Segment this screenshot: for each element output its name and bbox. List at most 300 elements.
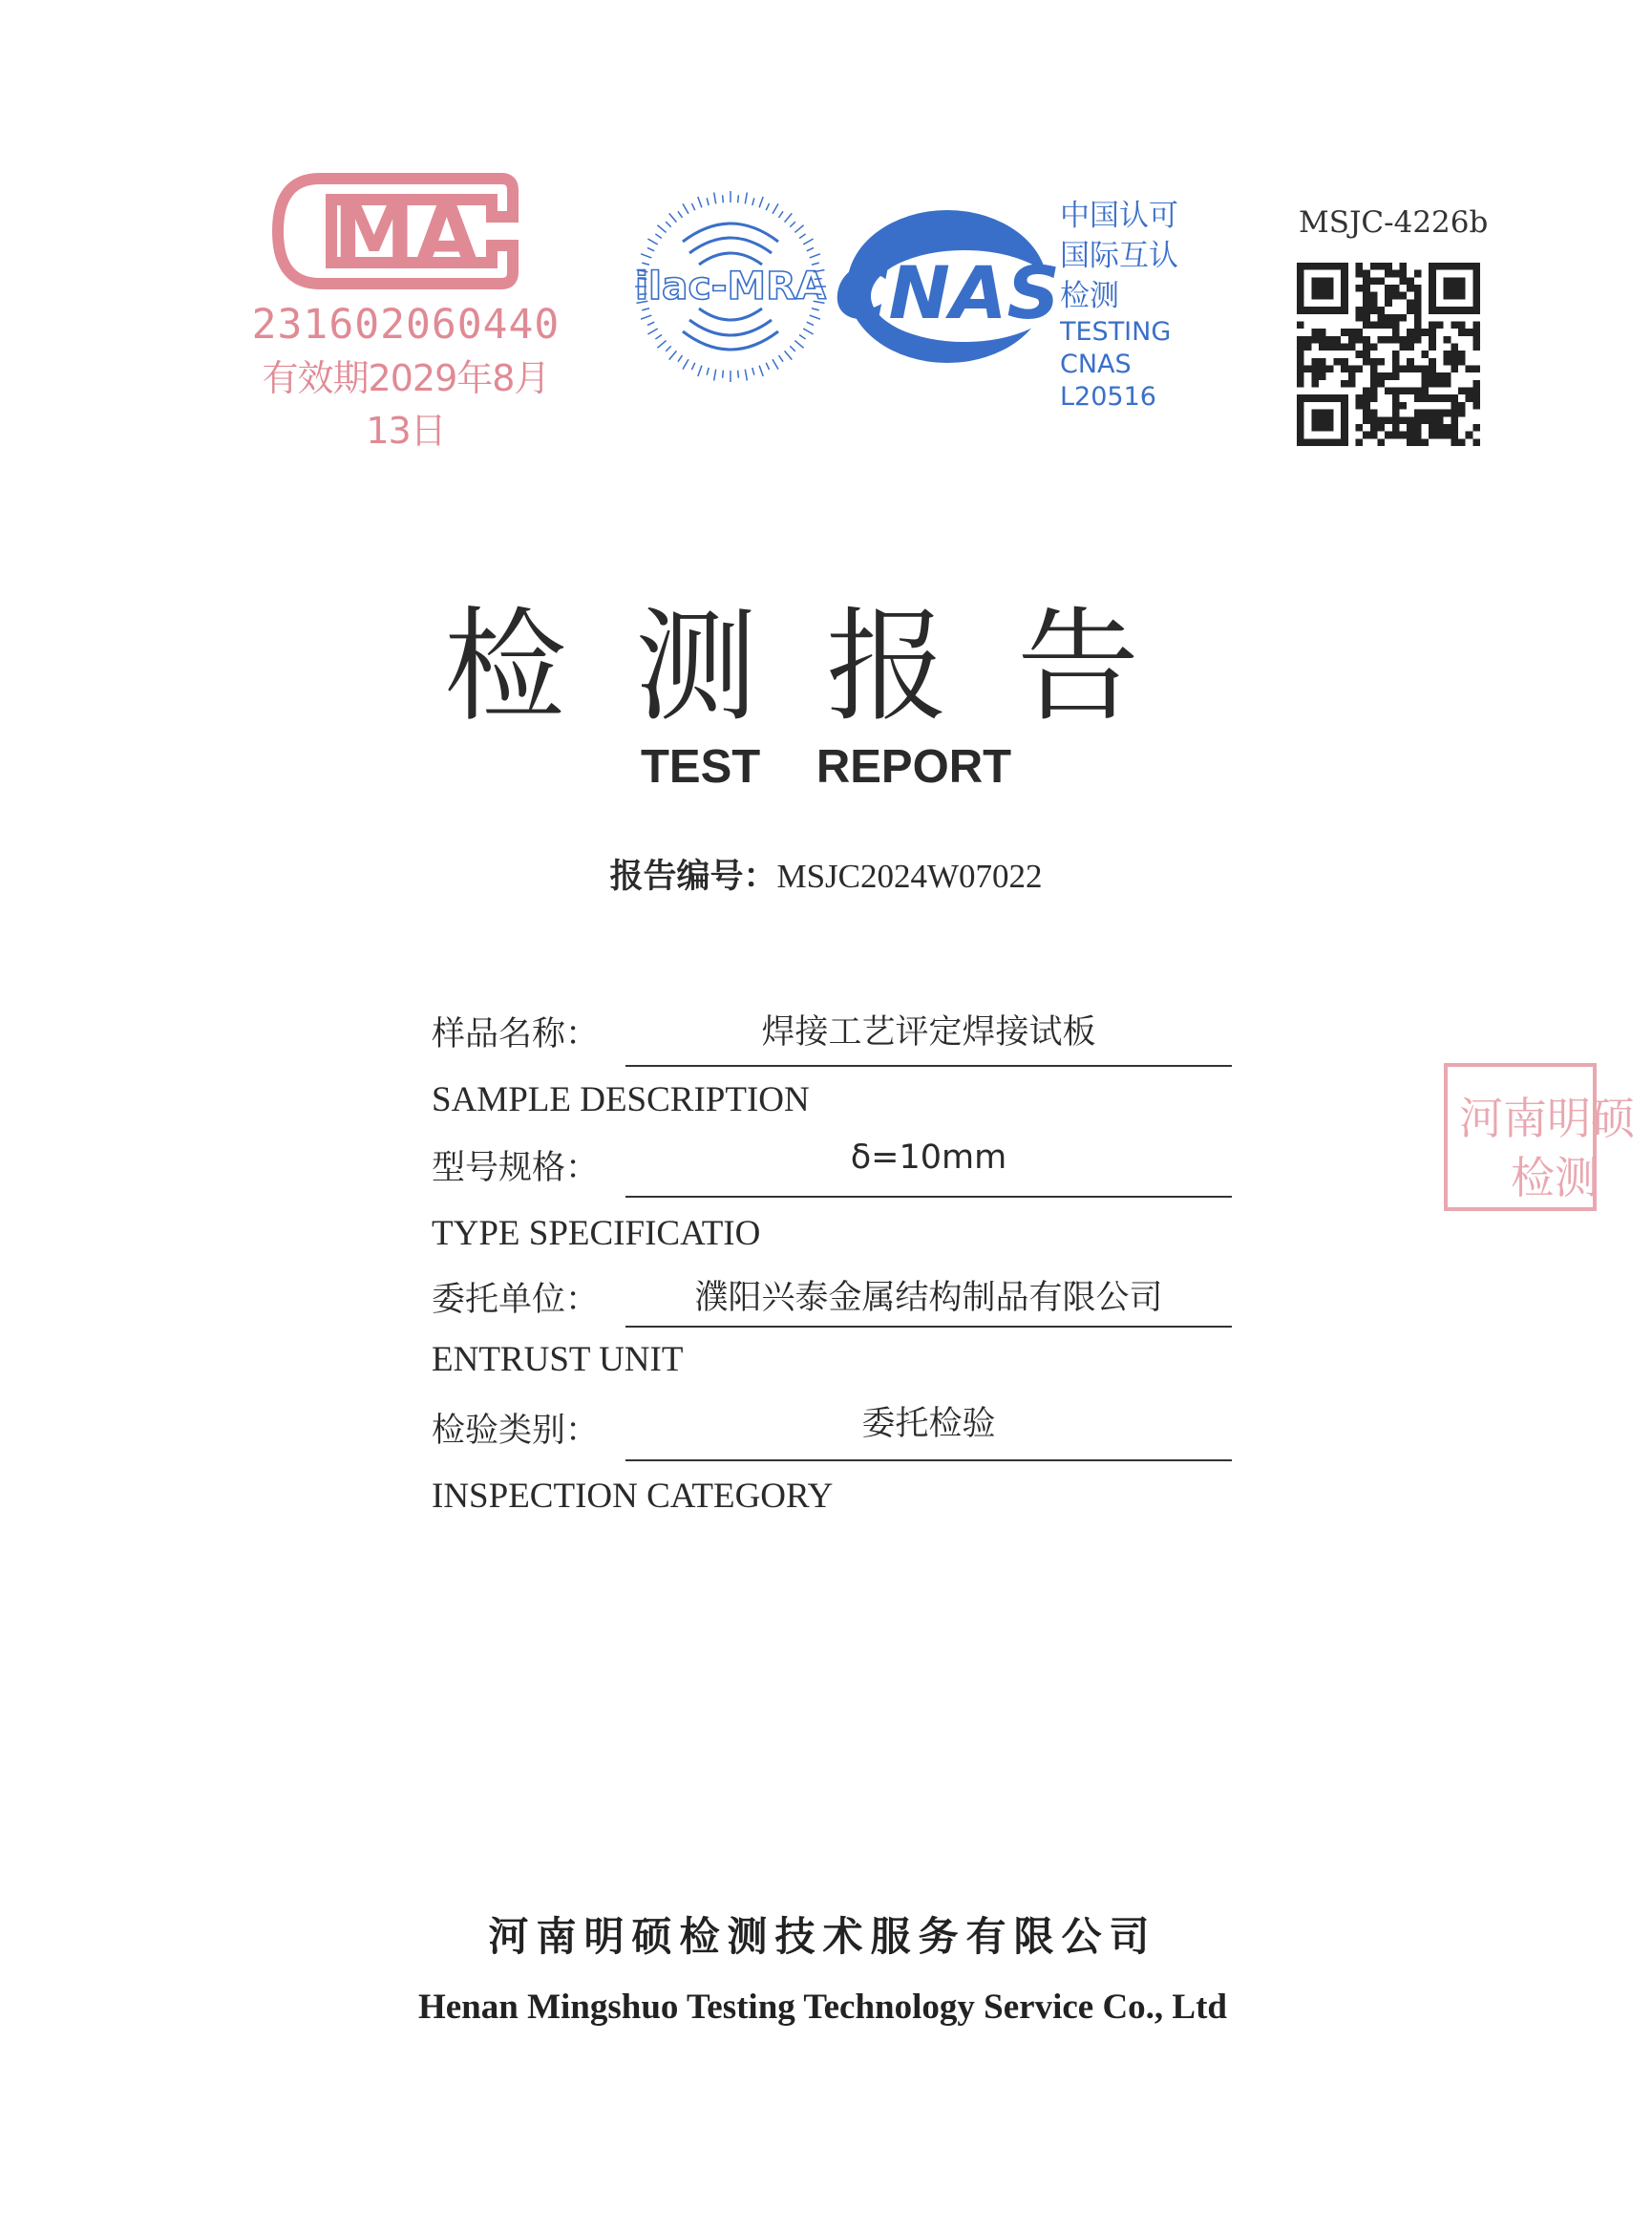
qr-module [1377, 358, 1385, 366]
ilac-tick [723, 195, 724, 202]
qr-module [1363, 351, 1370, 358]
qr-module [1407, 336, 1414, 344]
qr-module [1444, 263, 1451, 270]
qr-module [1458, 402, 1466, 410]
qr-module [1429, 410, 1436, 417]
qr-module [1414, 388, 1422, 395]
qr-module [1363, 394, 1370, 402]
qr-module [1319, 329, 1326, 336]
qr-module [1370, 380, 1378, 388]
qr-module [1341, 307, 1348, 314]
qr-module [1400, 432, 1408, 439]
ilac-tick [647, 322, 654, 325]
seal-text-line1: 河南明硕 [1459, 1093, 1635, 1144]
qr-module [1472, 336, 1480, 344]
qr-module [1429, 292, 1436, 300]
qr-module [1319, 358, 1326, 366]
qr-module [1400, 336, 1408, 344]
qr-module [1377, 438, 1385, 446]
qr-module [1385, 336, 1392, 344]
ilac-tick [698, 197, 702, 207]
qr-module [1444, 285, 1451, 292]
qr-module [1355, 263, 1363, 270]
qr-module [1363, 358, 1370, 366]
ilac-tick [785, 351, 793, 359]
qr-module [1414, 321, 1422, 329]
field-value: δ=10mm [850, 1138, 1007, 1177]
qr-module [1429, 263, 1436, 270]
qr-module [1304, 307, 1312, 314]
qr-module [1363, 343, 1370, 351]
qr-module [1385, 372, 1392, 380]
field-label-cn: 委托单位： [432, 1281, 600, 1319]
qr-module [1326, 285, 1334, 292]
qr-module [1392, 394, 1400, 402]
qr-module [1414, 270, 1422, 278]
qr-module [1363, 314, 1370, 322]
qr-module [1333, 438, 1341, 446]
qr-module [1363, 388, 1370, 395]
report-title-cn: 检测报告 [443, 596, 1208, 738]
qr-module [1385, 270, 1392, 278]
qr-module [1414, 292, 1422, 300]
ilac-tick [678, 355, 683, 362]
qr-module [1458, 410, 1466, 417]
qr-module [1444, 380, 1451, 388]
qr-module [1326, 292, 1334, 300]
ilac-tick [752, 368, 754, 375]
qr-module [1319, 263, 1326, 270]
qr-module [1429, 366, 1436, 373]
field-label-en: TYPE SPECIFICATIO [432, 1214, 761, 1253]
cnas-caption-line: 中国认可 [1060, 199, 1178, 233]
qr-module [1436, 410, 1444, 417]
ilac-tick [666, 346, 671, 351]
qr-module [1414, 336, 1422, 344]
qr-module [1297, 432, 1304, 439]
qr-module [1333, 263, 1341, 270]
seal-text-line2: 检测 [1511, 1152, 1599, 1203]
qr-module [1341, 277, 1348, 285]
qr-module [1326, 410, 1334, 417]
qr-module [1451, 351, 1458, 358]
qr-module [1385, 321, 1392, 329]
qr-module [1355, 314, 1363, 322]
qr-module [1377, 307, 1385, 314]
qr-module [1341, 292, 1348, 300]
qr-module [1363, 432, 1370, 439]
ilac-tick [707, 368, 709, 375]
qr-module [1466, 432, 1473, 439]
qr-module [1377, 263, 1385, 270]
qr-module [1370, 292, 1378, 300]
qr-module [1444, 336, 1451, 344]
qr-module [1319, 438, 1326, 446]
qr-module [1319, 366, 1326, 373]
qr-module [1311, 336, 1319, 344]
ilac-tick [790, 222, 795, 227]
cma-logo-icon [263, 167, 549, 296]
qr-module [1333, 358, 1341, 366]
qr-module [1326, 438, 1334, 446]
qr-module [1429, 416, 1436, 424]
qr-module [1444, 351, 1451, 358]
qr-module [1414, 285, 1422, 292]
qr-module [1392, 270, 1400, 278]
cnas-caption-line: 国际互认 [1060, 239, 1178, 273]
cnas-cert-no: CNAS L20516 [1060, 350, 1156, 412]
qr-module [1341, 416, 1348, 424]
qr-module [1458, 307, 1466, 314]
qr-module [1297, 285, 1304, 292]
qr-module [1355, 270, 1363, 278]
qr-module [1385, 292, 1392, 300]
qr-module [1341, 394, 1348, 402]
cnas-caption-line: 检测 [1060, 279, 1119, 313]
qr-module [1444, 394, 1451, 402]
field-underline [625, 1326, 1232, 1328]
qr-module [1377, 277, 1385, 285]
qr-module [1458, 351, 1466, 358]
qr-module [1333, 336, 1341, 344]
qr-module [1304, 343, 1312, 351]
qr-module [1311, 329, 1319, 336]
qr-module [1363, 410, 1370, 417]
qr-module [1400, 402, 1408, 410]
qr-module [1363, 336, 1370, 344]
field-value: 濮阳兴泰金属结构制品有限公司 [694, 1279, 1163, 1317]
qr-module [1297, 380, 1304, 388]
qr-module [1392, 358, 1400, 366]
qr-module [1436, 432, 1444, 439]
qr-module [1304, 394, 1312, 402]
qr-module [1392, 285, 1400, 292]
ilac-tick [714, 370, 716, 381]
qr-module [1363, 292, 1370, 300]
qr-module [1319, 336, 1326, 344]
qr-module [1377, 380, 1385, 388]
qr-module [1392, 321, 1400, 329]
qr-module [1297, 263, 1304, 270]
qr-module [1472, 424, 1480, 432]
qr-module [1451, 438, 1458, 446]
qr-module [1297, 270, 1304, 278]
qr-module [1297, 416, 1304, 424]
field-label-cn: 检验类别： [432, 1412, 600, 1450]
qr-module [1472, 307, 1480, 314]
ilac-tick [691, 363, 694, 370]
field-underline [625, 1196, 1232, 1198]
qr-module [1311, 424, 1319, 432]
qr-module [1472, 277, 1480, 285]
qr-module [1429, 299, 1436, 307]
qr-module [1400, 270, 1408, 278]
qr-module [1385, 432, 1392, 439]
qr-module [1370, 432, 1378, 439]
qr-module [1451, 343, 1458, 351]
ilac-tick [745, 193, 747, 204]
qr-module [1444, 277, 1451, 285]
qr-module [1429, 358, 1436, 366]
ilac-tick [698, 366, 702, 376]
ilac-mra-icon [630, 186, 831, 387]
qr-module [1436, 380, 1444, 388]
qr-module [1392, 424, 1400, 432]
qr-module [1466, 394, 1473, 402]
company-name-cn: 河南明硕检测技术服务有限公司 [488, 1913, 1157, 1960]
qr-module [1297, 372, 1304, 380]
qr-module [1355, 438, 1363, 446]
qr-module [1311, 438, 1319, 446]
qr-module [1333, 394, 1341, 402]
ilac-tick [785, 213, 793, 222]
qr-module [1355, 336, 1363, 344]
qr-module [1370, 372, 1378, 380]
qr-module [1451, 416, 1458, 424]
qr-module [1377, 314, 1385, 322]
qr-module [1422, 388, 1430, 395]
ilac-tick [669, 213, 677, 222]
qr-module [1429, 277, 1436, 285]
qr-module [1400, 277, 1408, 285]
qr-module [1377, 336, 1385, 344]
ilac-tick [778, 211, 783, 218]
qr-module [1363, 285, 1370, 292]
qr-module [1355, 366, 1363, 373]
qr-module [1472, 366, 1480, 373]
qr-module [1348, 372, 1356, 380]
qr-module [1444, 307, 1451, 314]
cnas-caption [1060, 196, 1222, 414]
ilac-tick [714, 193, 716, 204]
qr-module [1422, 329, 1430, 336]
qr-module [1377, 416, 1385, 424]
qr-module [1311, 394, 1319, 402]
qr-module [1370, 307, 1378, 314]
qr-module [1392, 366, 1400, 373]
qr-module [1472, 270, 1480, 278]
qr-module [1422, 351, 1430, 358]
qr-module [1458, 358, 1466, 366]
qr-module [1451, 292, 1458, 300]
qr-module [1311, 372, 1319, 380]
qr-module [1472, 299, 1480, 307]
qr-module [1341, 402, 1348, 410]
ilac-tick [759, 197, 763, 207]
qr-module [1348, 329, 1356, 336]
ilac-mra-logo [630, 186, 831, 391]
qr-module [1436, 321, 1444, 329]
qr-module [1451, 263, 1458, 270]
qr-module [1444, 372, 1451, 380]
qr-module [1341, 343, 1348, 351]
qr-module [1451, 285, 1458, 292]
qr-module [1407, 299, 1414, 307]
ilac-tick [669, 351, 677, 359]
ilac-tick [657, 341, 666, 349]
qr-module [1341, 263, 1348, 270]
report-number-value: MSJC2024W07022 [776, 858, 1043, 895]
field-value: 委托检验 [861, 1405, 996, 1443]
qr-module [1311, 380, 1319, 388]
qr-module [1407, 343, 1414, 351]
qr-module [1429, 343, 1436, 351]
qr-module [1429, 432, 1436, 439]
qr-module [1414, 416, 1422, 424]
qr-module [1311, 366, 1319, 373]
qr-module [1311, 416, 1319, 424]
qr-module [1458, 321, 1466, 329]
qr-module [1326, 394, 1334, 402]
qr-module [1326, 343, 1334, 351]
ilac-tick [745, 370, 747, 381]
qr-module [1407, 438, 1414, 446]
qr-module [1451, 358, 1458, 366]
qr-module [1341, 424, 1348, 432]
qr-module [1370, 343, 1378, 351]
ilac-tick [655, 334, 662, 339]
ilac-tick [647, 239, 657, 245]
field-label-cn: 型号规格： [432, 1149, 600, 1187]
qr-module [1458, 438, 1466, 446]
qr-module [1451, 321, 1458, 329]
qr-module [1407, 416, 1414, 424]
qr-module [1333, 307, 1341, 314]
qr-module [1319, 424, 1326, 432]
qr-module [1458, 292, 1466, 300]
qr-module [1363, 307, 1370, 314]
qr-module [1407, 424, 1414, 432]
qr-module [1370, 321, 1378, 329]
cma-number: 231602060440 [251, 301, 561, 349]
company-seal-stamp [1444, 1063, 1635, 1211]
qr-module [1458, 263, 1466, 270]
report-number [0, 850, 1652, 898]
qr-module [1319, 343, 1326, 351]
qr-module [1326, 336, 1334, 344]
qr-module [1304, 438, 1312, 446]
qr-module [1458, 277, 1466, 285]
qr-module [1341, 438, 1348, 446]
qr-module [1444, 424, 1451, 432]
qr-module [1385, 299, 1392, 307]
cma-seal [244, 167, 568, 452]
qr-module [1400, 343, 1408, 351]
qr-module [1370, 366, 1378, 373]
qr-module [1472, 402, 1480, 410]
qr-module [1422, 394, 1430, 402]
qr-module [1326, 366, 1334, 373]
qr-module [1370, 277, 1378, 285]
qr-module [1319, 285, 1326, 292]
qr-module [1304, 366, 1312, 373]
qr-module [1297, 366, 1304, 373]
qr-module [1311, 292, 1319, 300]
qr-module [1326, 277, 1334, 285]
qr-module [1458, 329, 1466, 336]
qr-module [1407, 432, 1414, 439]
qr-module [1311, 277, 1319, 285]
cnas-logo [831, 205, 1065, 372]
company-name-en: Henan Mingshuo Testing Technology Service Co., Ltd [417, 1988, 1228, 2027]
qr-module [1436, 394, 1444, 402]
qr-module [1422, 372, 1430, 380]
qr-module [1319, 416, 1326, 424]
qr-module [1429, 321, 1436, 329]
qr-module [1436, 372, 1444, 380]
qr-module [1355, 307, 1363, 314]
qr-module [1444, 358, 1451, 366]
qr-module [1341, 358, 1348, 366]
qr-module [1326, 416, 1334, 424]
qr-module [1400, 292, 1408, 300]
qr-module [1436, 263, 1444, 270]
qr-module [1429, 336, 1436, 344]
qr-module [1311, 410, 1319, 417]
ilac-tick [794, 225, 803, 233]
field-underline [625, 1065, 1232, 1067]
qr-module [1472, 263, 1480, 270]
qr-module [1385, 314, 1392, 322]
qr-module [1392, 292, 1400, 300]
qr-module [1444, 432, 1451, 439]
qr-module [1466, 307, 1473, 314]
ilac-tick [810, 254, 820, 258]
qr-module [1385, 388, 1392, 395]
qr-module [1472, 388, 1480, 395]
qr-module [1429, 372, 1436, 380]
ilac-tick [803, 239, 813, 245]
qr-module [1319, 307, 1326, 314]
qr-module [1429, 329, 1436, 336]
qr-module [1451, 394, 1458, 402]
qr-module [1400, 366, 1408, 373]
qr-module [1436, 416, 1444, 424]
ilac-tick [683, 359, 688, 369]
ilac-tick [641, 315, 651, 319]
qr-module [1311, 285, 1319, 292]
qr-module [1319, 277, 1326, 285]
qr-module [1422, 410, 1430, 417]
qr-module [1304, 263, 1312, 270]
ilac-tick [738, 195, 739, 202]
ilac-tick [807, 322, 814, 325]
qr-module [1392, 416, 1400, 424]
qr-module [1304, 336, 1312, 344]
qr-module [1333, 343, 1341, 351]
qr-module [1385, 263, 1392, 270]
qr-module [1436, 424, 1444, 432]
qr-module [1326, 263, 1334, 270]
qr-module [1355, 351, 1363, 358]
ilac-tick [642, 308, 649, 310]
ilac-tick [647, 247, 654, 250]
qr-module [1472, 394, 1480, 402]
qr-module [1341, 432, 1348, 439]
qr-module [1370, 388, 1378, 395]
qr-module [1377, 372, 1385, 380]
qr-module [1407, 358, 1414, 366]
ilac-tick [647, 329, 657, 334]
qr-module [1466, 329, 1473, 336]
qr-module [1429, 380, 1436, 388]
qr-module [1400, 416, 1408, 424]
qr-module [1370, 299, 1378, 307]
qr-module [1377, 321, 1385, 329]
qr-module [1466, 263, 1473, 270]
qr-module [1472, 438, 1480, 446]
qr-module [1297, 343, 1304, 351]
